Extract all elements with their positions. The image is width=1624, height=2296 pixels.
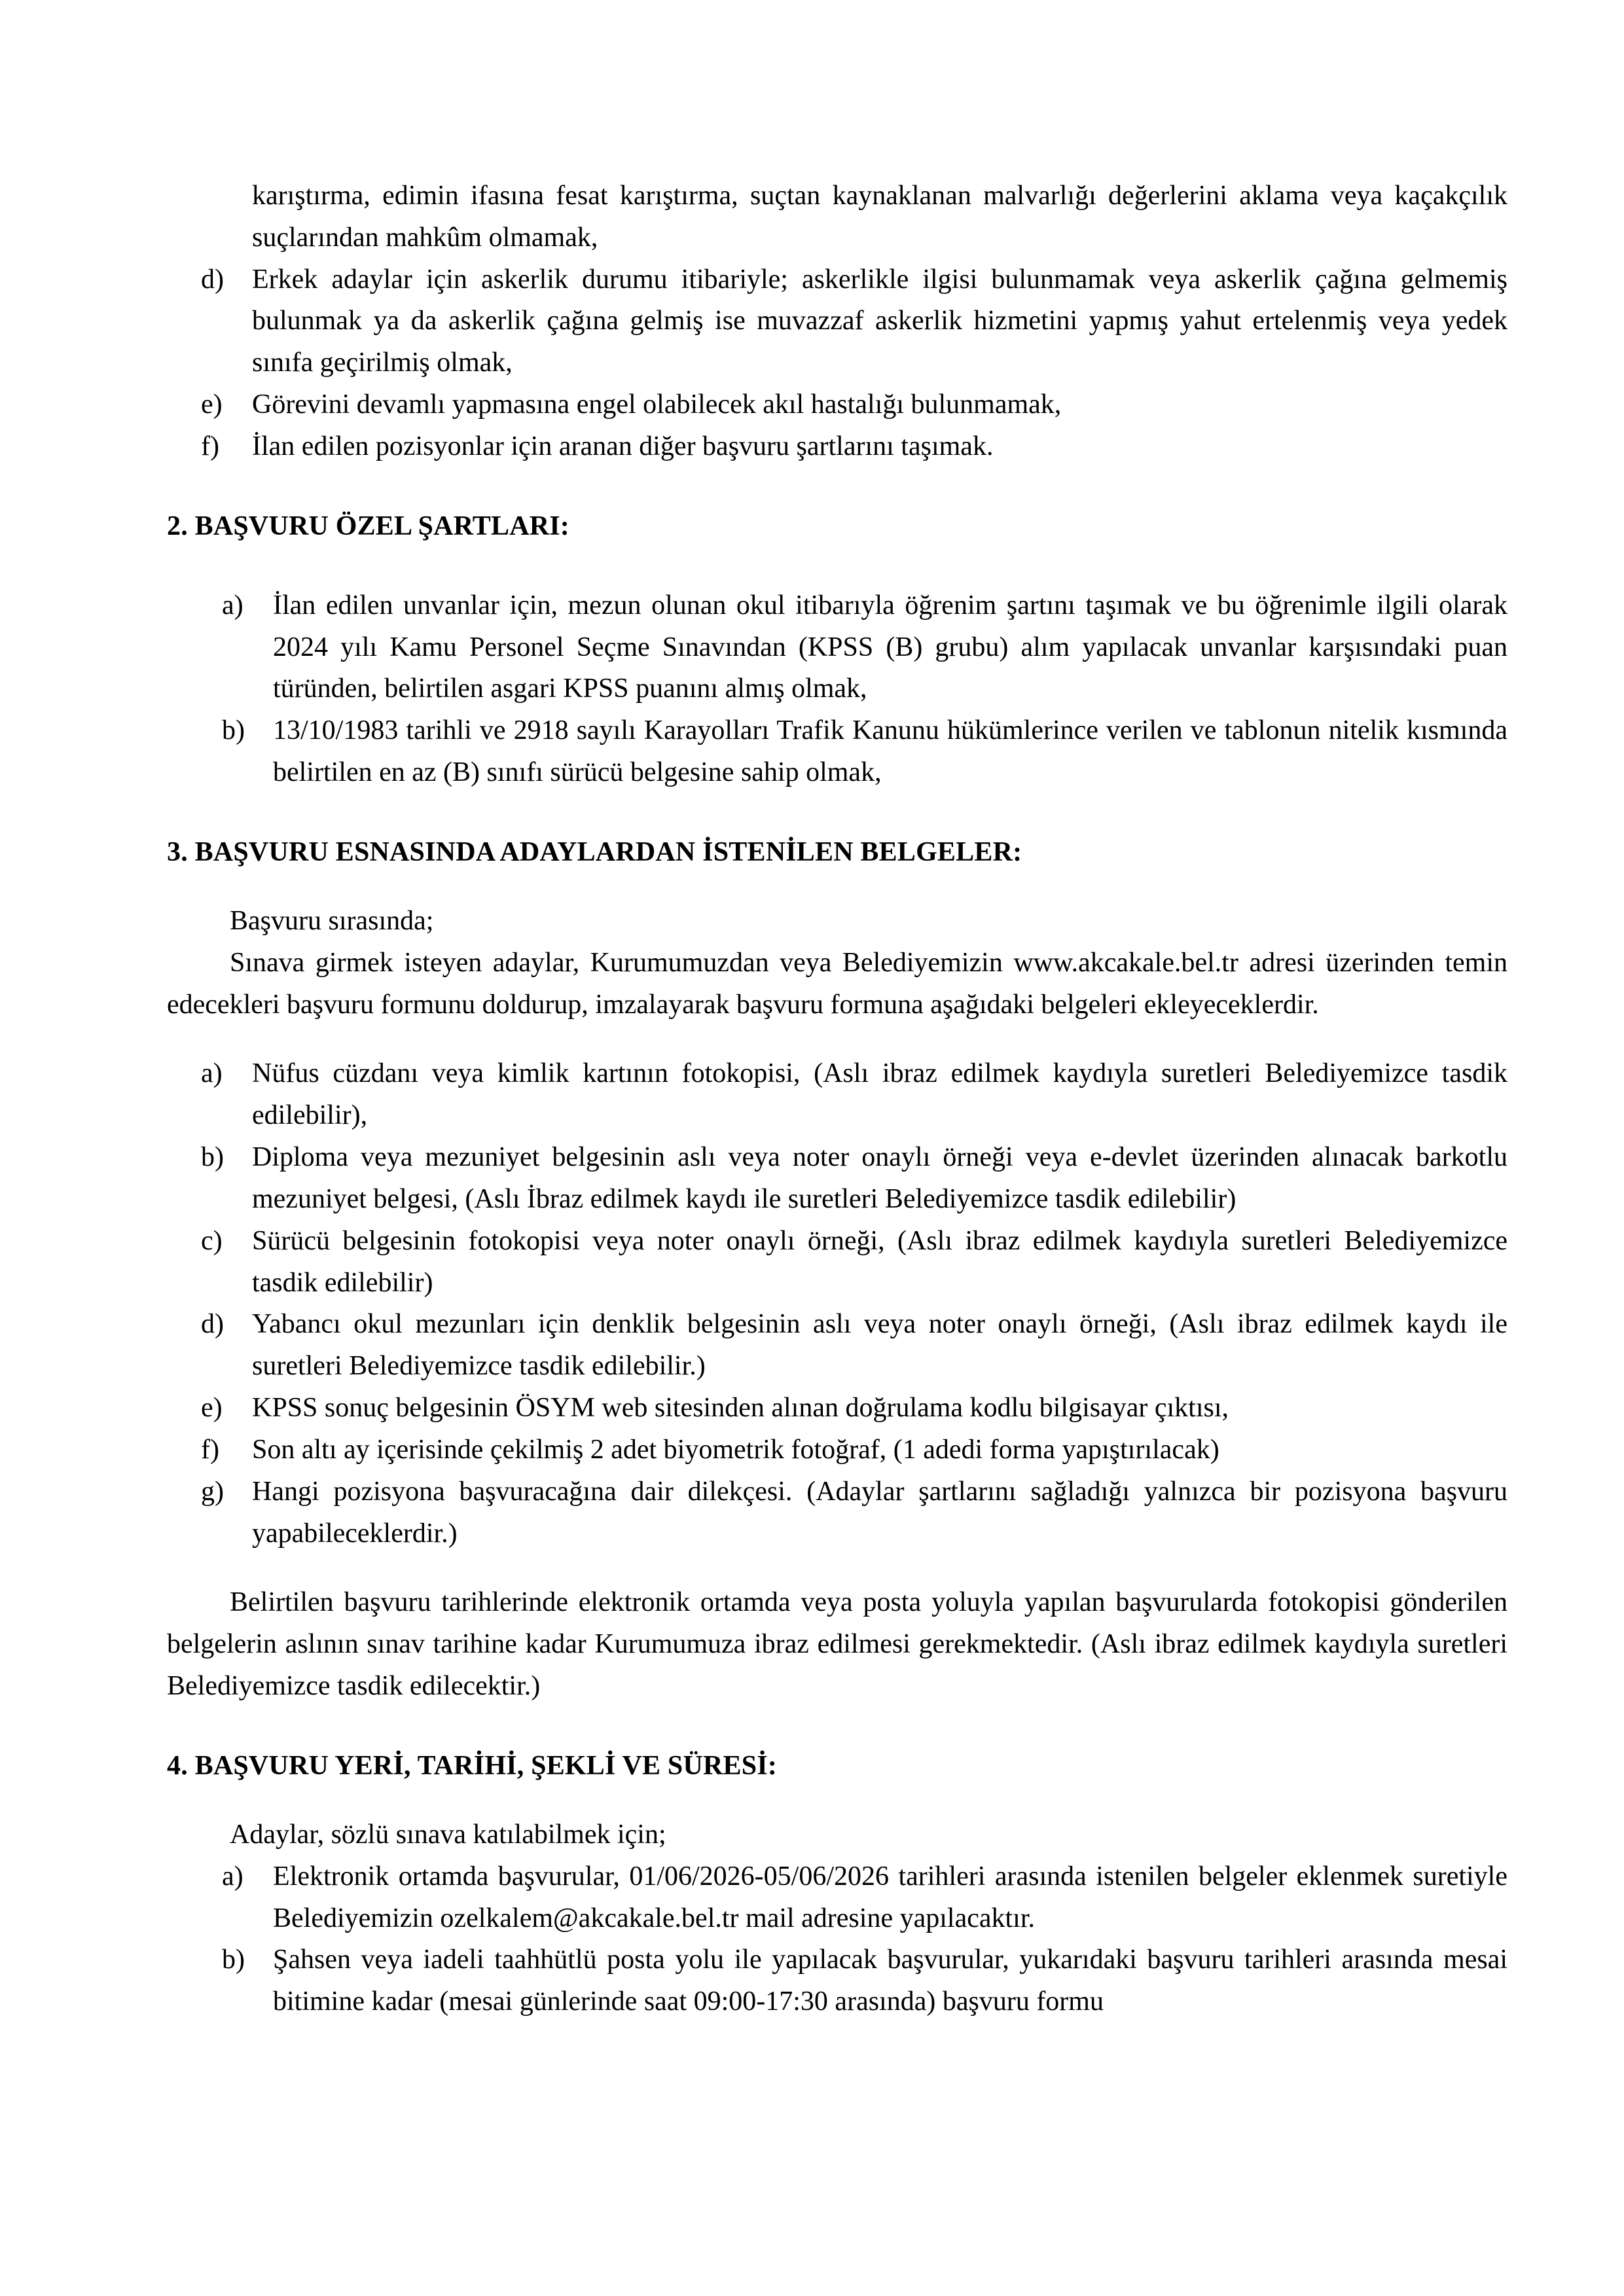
list-item [167,259,1507,384]
list-item [167,1137,1507,1221]
requirements-list-continued [167,259,1507,468]
continuation-paragraph: karıştırma, edimin ifasına fesat karıştırma, suçtan kaynaklanan malvarlığı değerlerini aklama veya kaçakçılık suçlarından mahkûm olmamak, [252,181,1507,253]
list-item [167,1221,1507,1304]
list-item [167,1304,1507,1388]
section-3-intro-line: Başvuru sırasında; [230,905,434,936]
list-item-text: Elektronik ortamda başvurular, 01/06/2026-05/06/2026 tarihleri arasında istenilen belgeler eklenmek suretiyle Belediyemizin ozelkalem@akcakale.bel.tr mail adresine yapılacaktır. [273,1861,1507,1933]
list-item-text: İlan edilen pozisyonlar için aranan diğer başvuru şartlarını taşımak. [252,431,994,461]
list-marker: b) [222,1945,245,1975]
spacer [167,794,1507,832]
list-item-text: Sürücü belgesinin fotokopisi veya noter onaylı örneği, (Aslı ibraz edilmek kaydıyla suretleri Belediyemizce tasdik edilebilir) [252,1225,1507,1298]
list-item-text: Erkek adaylar için askerlik durumu itibariyle; askerlikle ilgisi bulunmamak veya askerlik çağına gelmemiş bulunmak ya da askerlik çağına gelmiş ise muvazzaf askerlik hizmetini yapmış yahut ertelenmiş veya yedek sınıfa geçirilmiş olmak, [252,264,1507,378]
list-item-text: İlan edilen unvanlar için, mezun olunan okul itibarıyla öğrenim şartını taşımak ve bu öğrenimle ilgili olarak 2024 yılı Kamu Personel Seçme Sınavından (KPSS (B) grubu) alım yapılacak unvanlar karşısındaki puan türünden, belirtilen asgari KPSS puanını almış olmak, [273,590,1507,704]
section-3-closing-paragraph: Belirtilen başvuru tarihlerinde elektronik ortamda veya posta yoluyla yapılan başvurularda fotokopisi gönderilen belgelerin aslının sınav tarihine kadar Kurumumuza ibraz edilmesi gerekmektedir. (Aslı ibraz edilmek kaydıyla suretleri Belediyemizce tasdik edilecektir.) [167,1587,1507,1702]
list-item [167,1471,1507,1555]
list-item [167,1053,1507,1137]
list-marker: d) [201,264,224,295]
list-item-text: Görevini devamlı yapmasına engel olabilecek akıl hastalığı bulunmamak, [252,389,1062,420]
list-item-text: Yabancı okul mezunları için denklik belgesinin aslı veya noter onaylı örneği, (Aslı ibraz edilmek kaydı ile suretleri Belediyemizce tasdik edilebilir.) [252,1309,1507,1382]
spacer [167,468,1507,506]
list-marker: c) [201,1225,223,1256]
spacer [167,1787,1507,1814]
spacer [167,1708,1507,1746]
list-marker: a) [201,1058,223,1089]
section-3-heading: 3. BAŞVURU ESNASINDA ADAYLARDAN İSTENİLEN BELGELER: [167,836,1022,867]
list-item [188,585,1507,710]
list-item [167,384,1507,426]
spacer [167,1554,1507,1582]
list-marker: e) [201,389,223,420]
list-item-text: Diploma veya mezuniyet belgesinin aslı veya noter onaylı örneği veya e-devlet üzerinden alınacak barkotlu mezuniyet belgesi, (Aslı İbraz edilmek kaydı ile suretleri Belediyemizce tasdik edilebilir) [252,1142,1507,1214]
list-marker: b) [201,1142,224,1173]
list-item [188,710,1507,794]
list-item [167,1388,1507,1429]
spacer [167,873,1507,901]
list-marker: d) [201,1309,224,1340]
spacer [167,547,1507,585]
section-4-intro-line: Adaylar, sözlü sınava katılabilmek için; [230,1819,666,1850]
list-marker: b) [222,715,245,746]
list-item-text: Nüfus cüzdanı veya kimlik kartının fotokopisi, (Aslı ibraz edilmek kaydıyla suretleri Belediyemizce tasdik edilebilir), [252,1058,1507,1131]
spacer [167,1026,1507,1053]
section-2-list [188,585,1507,794]
list-item [167,426,1507,468]
list-marker: f) [201,431,219,461]
list-marker: f) [201,1434,219,1465]
list-item-text: Şahsen veya iadeli taahhütlü posta yolu ile yapılacak başvurular, yukarıdaki başvuru tarihleri arasında mesai bitimine kadar (mesai günlerinde saat 09:00-17:30 arasında) başvuru formu [273,1945,1507,2017]
section-3-intro-paragraph: Sınava girmek isteyen adaylar, Kurumumuzdan veya Belediyemizin www.akcakale.bel.tr adresi üzerinden temin edecekleri başvuru formunu doldurup, imzalayarak başvuru formuna aşağıdaki belgeleri ekleyeceklerdir. [167,947,1507,1020]
list-item [188,1856,1507,1940]
list-item-text: KPSS sonuç belgesinin ÖSYM web sitesinden alınan doğrulama kodlu bilgisayar çıktısı, [252,1393,1229,1424]
list-item-text: Son altı ay içerisinde çekilmiş 2 adet biyometrik fotoğraf, (1 adedi forma yapıştırılacak) [252,1434,1219,1465]
list-marker: g) [201,1476,224,1507]
list-item-text: 13/10/1983 tarihli ve 2918 sayılı Karayolları Trafik Kanunu hükümlerince verilen ve tablonun nitelik kısmında belirtilen en az (B) sınıfı sürücü belgesine sahip olmak, [273,715,1507,788]
list-marker: a) [222,1861,244,1892]
list-marker: e) [201,1393,223,1424]
section-4-heading: 4. BAŞVURU YERİ, TARİHİ, ŞEKLİ VE SÜRESİ: [167,1750,778,1781]
list-item [167,1429,1507,1471]
section-3-documents-list [167,1053,1507,1554]
page-content [167,175,1507,2023]
list-item [188,1939,1507,2023]
list-item-text: Hangi pozisyona başvuracağına dair dilekçesi. (Adaylar şartlarını sağladığı yalnızca bir pozisyona başvuru yapabileceklerdir.) [252,1476,1507,1549]
section-4-list [188,1856,1507,2023]
section-2-heading: 2. BAŞVURU ÖZEL ŞARTLARI: [167,511,569,541]
list-marker: a) [222,590,244,620]
